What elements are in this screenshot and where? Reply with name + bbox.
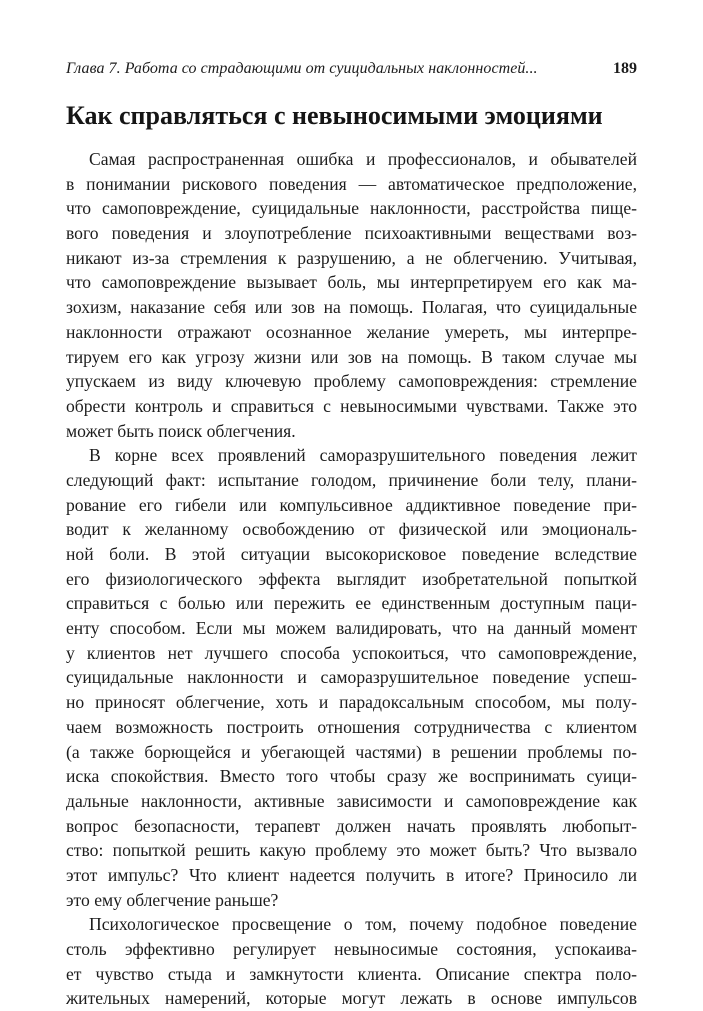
text-line: дальные наклонности, активные зависимости и самоповреждение как <box>66 790 637 811</box>
text-line: вого поведения и злоупотребление психоактивными веществами воз- <box>66 223 637 244</box>
chapter-title: Глава 7. Работа со страдающими от суицидальных наклонностей... <box>66 60 538 77</box>
text-line: вопрос безопасности, терапевт должен начать проявлять любопыт- <box>66 815 637 836</box>
text-line: никают из-за стремления к разрушению, а не облегчению. Учитывая, <box>66 247 637 268</box>
text-line: Самая распространенная ошибка и профессионалов, и обывателей <box>89 149 637 169</box>
text-line: справиться с болью или пережить ее единственным доступным паци- <box>66 593 637 614</box>
text-line: рование его гибели или компульсивное аддиктивное поведение при- <box>66 494 637 515</box>
text-line: обрести контроль и справиться с невыносимыми чувствами. Также это <box>66 395 637 416</box>
paragraph <box>66 443 637 912</box>
text-line: водит к желанному освобождению от физической или эмоциональ- <box>66 519 637 540</box>
text-line: упускаем из виду ключевую проблему самоповреждения: стремление <box>66 371 637 392</box>
text-line: что самоповреждение, суицидальные наклонности, расстройства пище- <box>66 198 637 219</box>
text-line: (а также борющейся и убегающей частями) в решении проблемы по- <box>66 741 637 762</box>
body-text <box>66 147 637 1011</box>
text-line: в понимании рискового поведения — автоматическое предположение, <box>66 173 637 194</box>
text-line: наклонности отражают осознанное желание умереть, мы интерпре- <box>66 321 637 342</box>
text-line: это ему облегчение раньше? <box>66 889 279 910</box>
text-line: ство: попыткой решить какую проблему это может быть? Что вызвало <box>66 840 637 861</box>
text-line: ет чувство стыда и замкнутости клиента. Описание спектра поло- <box>66 963 637 984</box>
text-line: у клиентов нет лучшего способа успокоиться, что самоповреждение, <box>66 642 637 663</box>
text-line: зохизм, наказание себя или зов на помощь. Полагая, что суицидальные <box>66 297 637 318</box>
text-line: может быть поиск облегчения. <box>66 420 296 441</box>
text-line: тируем его как угрозу жизни или зов на помощь. В таком случае мы <box>66 346 637 367</box>
section-heading: Как справляться с невыносимыми эмоциями <box>66 101 603 130</box>
paragraph <box>66 147 637 443</box>
text-line: его физиологического эффекта выглядит изобретательной попыткой <box>66 568 637 589</box>
text-line: суицидальные наклонности и саморазрушительное поведение успеш- <box>66 667 637 688</box>
text-line: енту способом. Если мы можем валидировать, что на данный момент <box>66 618 637 639</box>
running-header <box>66 60 637 86</box>
text-line: В корне всех проявлений саморазрушительного поведения лежит <box>89 445 637 466</box>
text-line: иска спокойствия. Вместо того чтобы сразу же воспринимать суици- <box>66 766 637 787</box>
text-line: следующий факт: испытание голодом, причинение боли телу, плани- <box>66 469 637 490</box>
text-line: этот импульс? Что клиент надеется получить в итоге? Приносило ли <box>66 864 637 885</box>
text-line: что самоповреждение вызывает боль, мы интерпретируем его как ма- <box>66 272 637 293</box>
text-line: жительных намерений, которые могут лежать в основе импульсов <box>66 988 637 1009</box>
text-line: столь эффективно регулирует невыносимые состояния, успокаива- <box>66 939 637 959</box>
text-line: чаем возможность построить отношения сотрудничества с клиентом <box>66 716 637 737</box>
page-number: 189 <box>613 60 637 77</box>
text-line: ной боли. В этой ситуации высокорисковое поведение вследствие <box>66 544 637 564</box>
paragraph <box>66 912 637 1011</box>
text-line: Психологическое просвещение о том, почему подобное поведение <box>89 914 637 935</box>
text-line: но приносят облегчение, хоть и парадоксальным способом, мы полу- <box>66 692 637 713</box>
